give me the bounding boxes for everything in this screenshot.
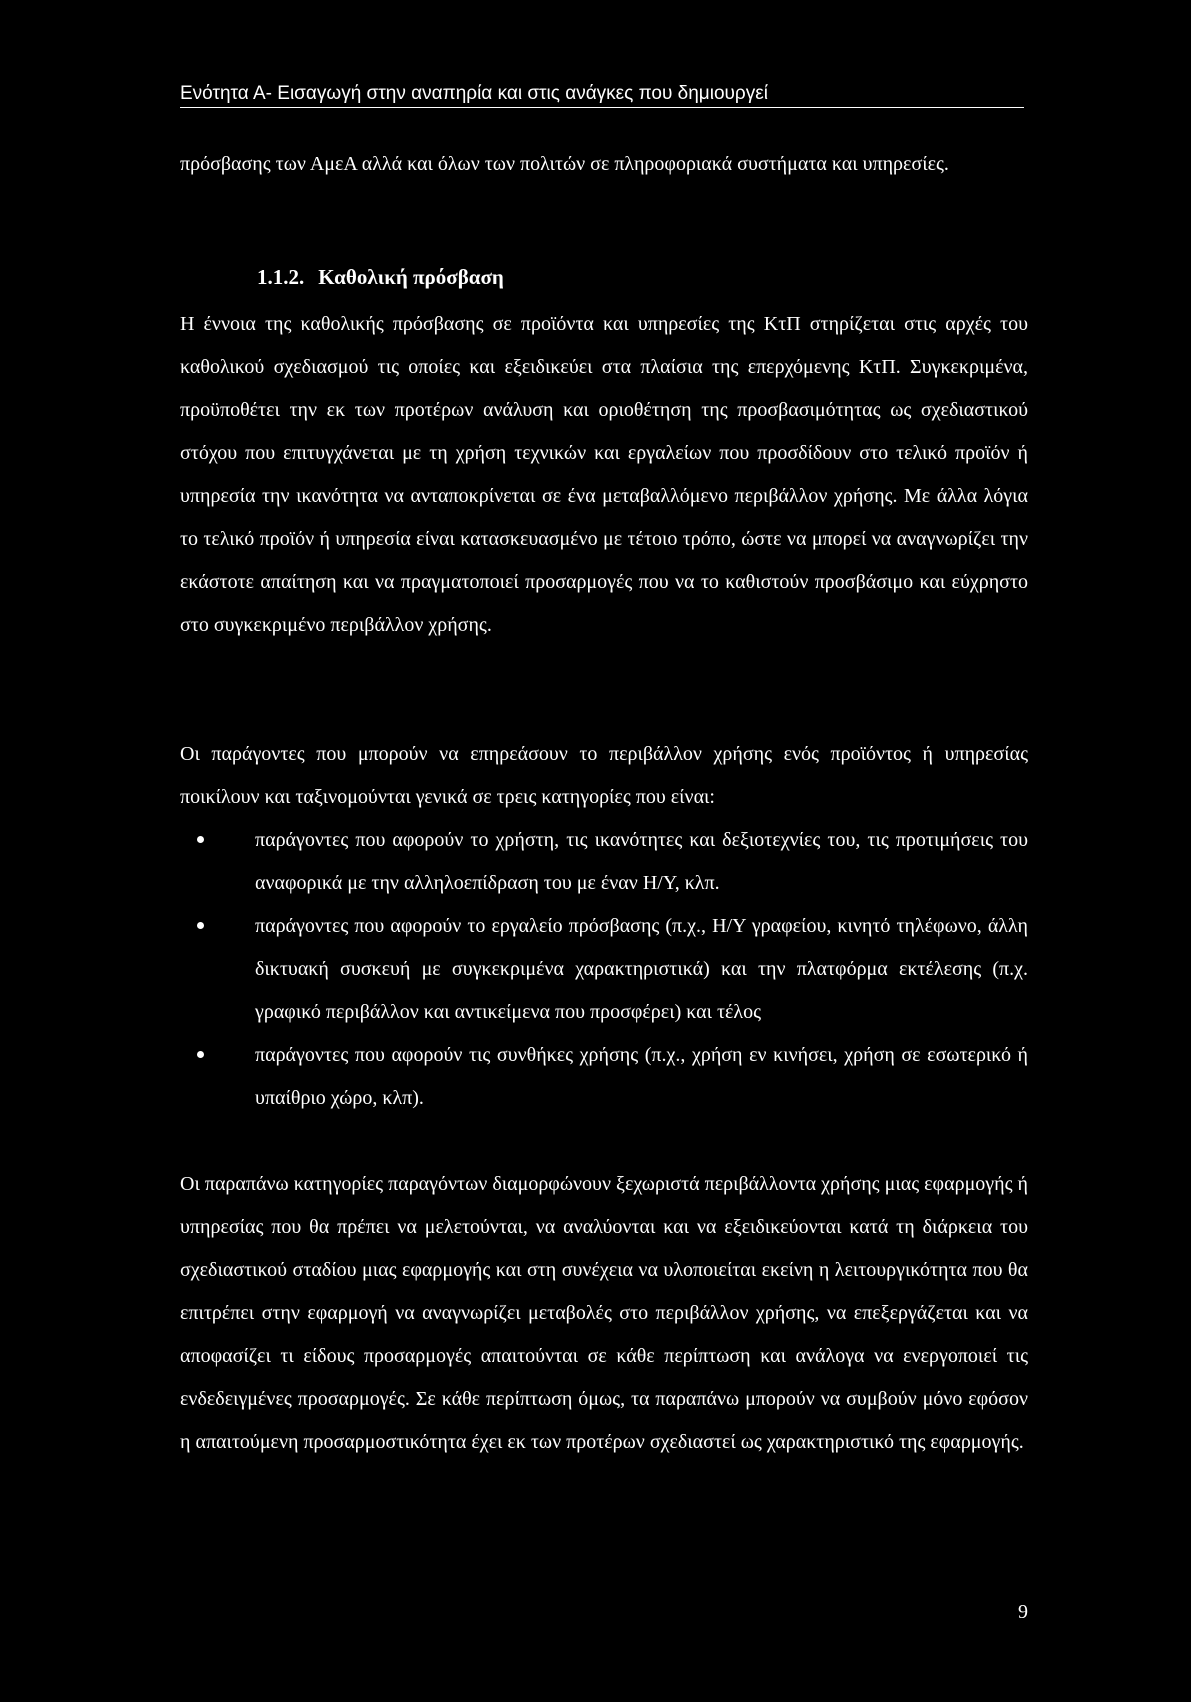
- list-item-text: παράγοντες που αφορούν το εργαλείο πρόσβασης (π.χ., Η/Υ γραφείου, κινητό τηλέφωνο, άλλη δικτυακή συσκευή με συγκεκριμένα χαρακτηριστικά) και την πλατφόρμα εκτέλεσης (π.χ. γραφικό περιβάλλον και αντικείμενα που προσφέρει) και τέλος: [255, 915, 1028, 1023]
- list-item-text: παράγοντες που αφορούν το χρήστη, τις ικανότητες και δεξιοτεχνίες του, τις προτιμήσεις του αναφορικά με την αλληλοεπίδραση του με έναν Η/Υ, κλπ.: [255, 829, 1028, 894]
- running-header: Ενότητα Α- Εισαγωγή στην αναπηρία και στις ανάγκες που δημιουργεί: [180, 83, 1024, 108]
- list-item: [180, 1034, 1028, 1120]
- bullet-icon: [197, 922, 204, 929]
- section-heading: [257, 256, 504, 299]
- bullet-icon: [197, 836, 204, 843]
- paragraph-3: Οι παραπάνω κατηγορίες παραγόντων διαμορφώνουν ξεχωριστά περιβάλλοντα χρήσης μιας εφαρμογής ή υπηρεσίας που θα πρέπει να μελετούνται, να αναλύονται και να εξειδικεύονται κατά τη διάρκεια του σχεδιαστικού σταδίου μιας εφαρμογής και στη συνέχεια να υλοποιείται εκείνη η λειτουργικότητα που θα επιτρέπει στην εφαρμογή να αναγνωρίζει μεταβολές στο περιβάλλον χρήσης, να επεξεργάζεται και να αποφασίζει τι είδους προσαρμογές απαιτούνται σε κάθε περίπτωση και ανάλογα να ενεργοποιεί τις ενδεδειγμένες προσαρμογές. Σε κάθε περίπτωση όμως, τα παραπάνω μπορούν να συμβούν μόνο εφόσον η απαιτούμενη προσαρμοστικότητα έχει εκ των προτέρων σχεδιαστεί ως χαρακτηριστικό της εφαρμογής.: [180, 1173, 1028, 1453]
- paragraph-1: Η έννοια της καθολικής πρόσβασης σε προϊόντα και υπηρεσίες της ΚτΠ στηρίζεται στις αρχές του καθολικού σχεδιασμού τις οποίες και εξειδικεύει στα πλαίσια της επερχόμενης ΚτΠ. Συγκεκριμένα, προϋποθέτει την εκ των προτέρων ανάλυση και οριοθέτηση της προσβασιμότητας ως σχεδιαστικού στόχου που επιτυγχάνεται με τη χρήση τεχνικών και εργαλείων που προσδίδουν στο τελικό προϊόν ή υπηρεσία την ικανότητα να ανταποκρίνεται σε ένα μεταβαλλόμενο περιβάλλον χρήσης. Με άλλα λόγια το τελικό προϊόν ή υπηρεσία είναι κατασκευασμένο με τέτοιο τρόπο, ώστε να μπορεί να αναγνωρίζει την εκάστοτε απαίτηση και να πραγματοποιεί προσαρμογές που να το καθιστούν προσβάσιμο και εύχρηστο στο συγκεκριμένο περιβάλλον χρήσης.: [180, 313, 1028, 636]
- section-number: 1.1.2.: [257, 265, 305, 289]
- continuation-paragraph: πρόσβασης των ΑμεΑ αλλά και όλων των πολιτών σε πληροφοριακά συστήματα και υπηρεσίες.: [180, 153, 949, 175]
- list-item: [180, 819, 1028, 905]
- list-item-text: παράγοντες που αφορούν τις συνθήκες χρήσης (π.χ., χρήση εν κινήσει, χρήση σε εσωτερικό ή υπαίθριο χώρο, κλπ).: [255, 1044, 1028, 1109]
- section-title: Καθολική πρόσβαση: [318, 265, 504, 289]
- paragraph-2: Οι παράγοντες που μπορούν να επηρεάσουν το περιβάλλον χρήσης ενός προϊόντος ή υπηρεσίας ποικίλουν και ταξινομούνται γενικά σε τρεις κατηγορίες που είναι:: [180, 743, 1028, 808]
- bullet-icon: [197, 1051, 204, 1058]
- page-number: 9: [1018, 1601, 1028, 1623]
- list-item: [180, 905, 1028, 1034]
- factor-list: [180, 819, 1028, 1120]
